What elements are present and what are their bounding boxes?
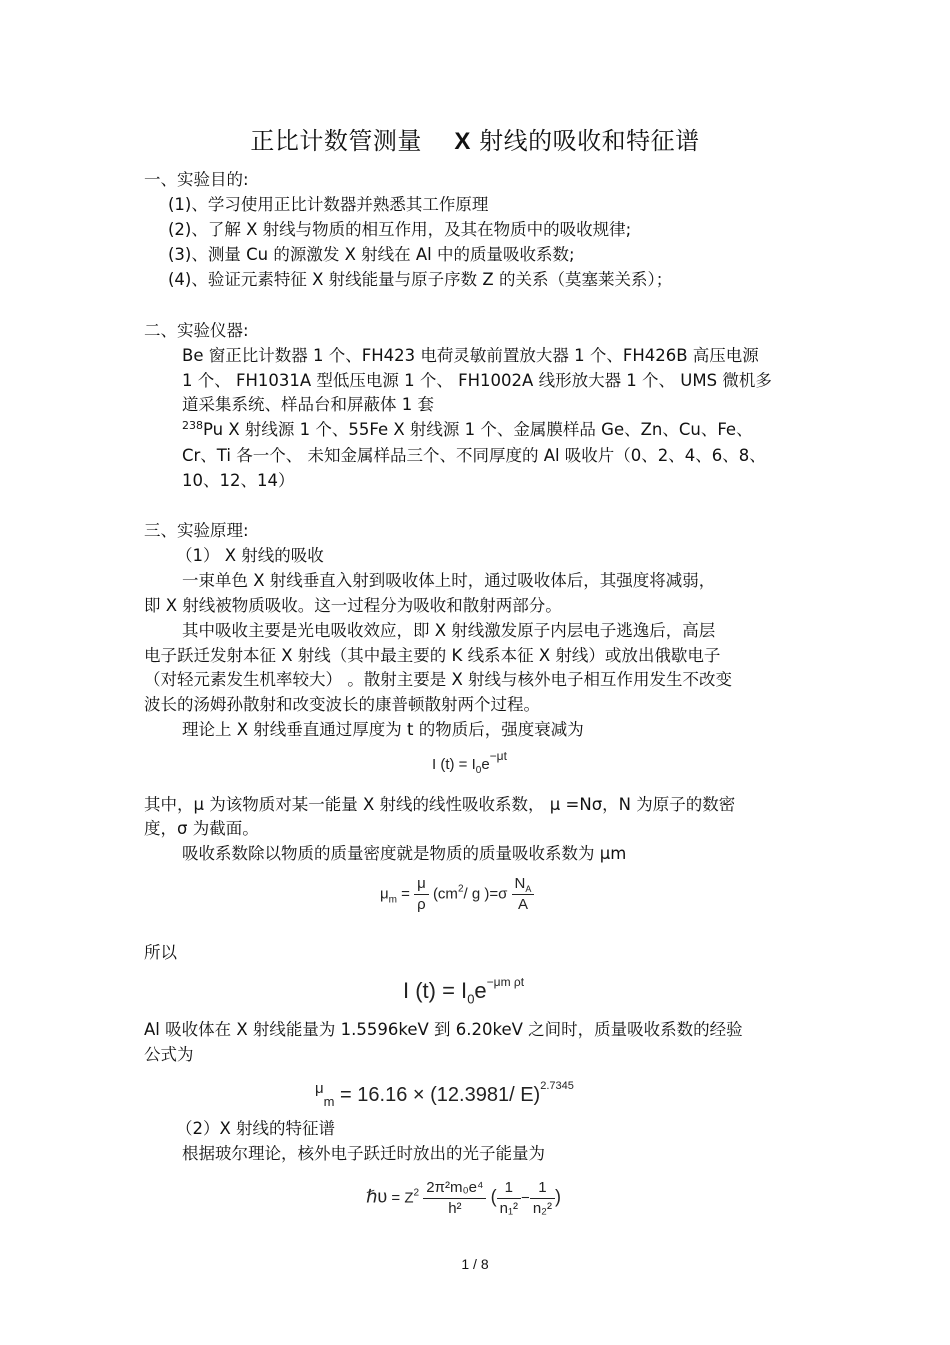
para4-line-2: 度，σ 为截面。 [144, 819, 259, 838]
title-part-3: 射线的吸收和特征谱 [479, 127, 700, 155]
equation-mass-absorption [380, 874, 534, 915]
eq5-z-sup: 2 [413, 1187, 420, 1199]
para2-line-1: 其中吸收主要是光电吸收效应，即 X 射线激发原子内层电子逃逸后，高层 [182, 621, 716, 640]
para2-line-4: 波长的汤姆孙散射和改变波长的康普顿散射两个过程。 [144, 695, 540, 714]
equipment-line-4-text: Pu X 射线源 1 个、55Fe X 射线源 1 个、金属膜样品 Ge、Zn、Cu、Fe、 [203, 420, 753, 439]
para1-line-1: 一束单色 X 射线垂直入射到吸收体上时，通过吸收体后，其强度将减弱， [182, 571, 716, 590]
para7-line-2: 公式为 [144, 1045, 194, 1064]
eq5-equals: = Z [387, 1189, 414, 1207]
eq2-na-sub: A [525, 884, 532, 894]
eq5-close-paren: ) [554, 1186, 561, 1207]
eq5-term-1-num: 1 [497, 1178, 521, 1199]
eq1-base: e [481, 756, 490, 773]
equation-empirical [315, 1074, 574, 1110]
eq5-open-paren: ( [490, 1186, 497, 1207]
eq2-unit-open: (cm [432, 885, 458, 903]
equation-mass-attenuation [403, 976, 524, 1006]
eq2-mu-sub: m [388, 894, 397, 906]
eq1-sub: 0 [475, 765, 482, 776]
eq5-term-2-num: 1 [530, 1178, 555, 1199]
equation-attenuation [432, 749, 507, 778]
eq3-lhs: I (t) = I [403, 978, 468, 1003]
eq4-exp: 2.7345 [540, 1080, 574, 1092]
section-1-heading: 一、实验目的: [144, 170, 249, 189]
eq2-mu: μ [380, 885, 389, 903]
eq5-lhs: ℏυ [366, 1186, 388, 1207]
eq2-numerator: μ [414, 874, 429, 895]
eq4-mu: μ [315, 1080, 324, 1097]
eq5-term-2 [530, 1178, 555, 1219]
equipment-line-4 [182, 418, 753, 443]
title-part-2: X [454, 128, 471, 155]
eq3-exp: −μm ρt [486, 975, 525, 989]
para6: 所以 [144, 943, 177, 962]
equipment-line-2: 1 个、 FH1031A 型低压电源 1 个、 FH1002A 线形放大器 1 个、 UMS 微机多 [182, 371, 772, 390]
eq3-sub: 0 [467, 991, 475, 1007]
objective-4: (4)、验证元素特征 X 射线能量与原子序数 Z 的关系（莫塞莱关系）； [168, 270, 673, 289]
eq1-exp: −μt [489, 749, 507, 763]
eq2-avogadro-fraction [512, 874, 535, 915]
para1-line-2: 即 X 射线被物质吸收。这一过程分为吸收和散射两部分。 [144, 596, 562, 615]
para5: 吸收系数除以物质的质量密度就是物质的质量吸收系数为 μm [182, 844, 627, 863]
eq5-term-2-den: n₂² [532, 1200, 552, 1217]
equipment-line-6: 10、12、14） [182, 471, 295, 490]
para3: 理论上 X 射线垂直通过厚度为 t 的物质后，强度衰减为 [182, 720, 584, 739]
eq2-na-letter: N [514, 875, 526, 892]
para8: 根据玻尔理论，核外电子跃迁时放出的光子能量为 [182, 1144, 545, 1163]
eq5-denominator: h² [448, 1200, 462, 1217]
eq2-sigma: =σ [489, 885, 508, 903]
page-title [0, 124, 950, 159]
section-2-heading: 二、实验仪器: [144, 321, 249, 340]
eq2-na [512, 874, 535, 895]
para2-line-3: （对轻元素发生机率较大） 。散射主要是 X 射线与核外电子相互作用发生不改变 [144, 670, 733, 689]
eq1-lhs: I (t) = I [432, 756, 476, 773]
eq2-denominator: ρ [417, 896, 426, 913]
subsection-absorption: （1） X 射线的吸收 [176, 546, 324, 565]
equipment-line-1: Be 窗正比计数器 1 个、FH423 电荷灵敏前置放大器 1 个、FH426B 高压电源 [182, 346, 759, 365]
eq5-numerator: 2π²m₀e⁴ [423, 1178, 486, 1199]
eq2-equals: = [401, 885, 410, 903]
eq5-fraction [423, 1178, 486, 1219]
isotope-superscript: 238 [182, 419, 203, 432]
section-3-heading: 三、实验原理: [144, 521, 249, 540]
eq4-sub: m [323, 1094, 335, 1109]
eq5-term-1 [497, 1178, 521, 1219]
eq2-unit-close: / g ) [463, 885, 490, 903]
equation-bohr [366, 1178, 561, 1219]
subsection-characteristic: （2）X 射线的特征谱 [176, 1119, 336, 1138]
objective-1: (1)、学习使用正比计数器并熟悉其工作原理 [168, 195, 489, 214]
page-number: 1 / 8 [461, 1256, 489, 1272]
objective-2: (2)、了解 X 射线与物质的相互作用，及其在物质中的吸收规律; [168, 220, 632, 239]
title-part-1: 正比计数管测量 [250, 127, 422, 155]
para2-line-2: 电子跃迁发射本征 X 射线（其中最主要的 K 线系本征 X 射线）或放出俄歇电子 [144, 646, 721, 665]
eq2-a: A [517, 896, 528, 913]
equipment-line-5: Cr、Ti 各一个、 未知金属样品三个、不同厚度的 Al 吸收片（0、2、4、6、8、 [182, 446, 766, 465]
eq5-term-1-den: n₁² [499, 1200, 519, 1217]
eq2-fraction [414, 874, 429, 915]
para4-line-1: 其中，μ 为该物质对某一能量 X 射线的线性吸收系数， μ =Nσ，N 为原子的数密 [144, 795, 736, 814]
eq2-unit-sup: 2 [457, 883, 464, 895]
eq4-rhs: = 16.16 × (12.3981/ E) [334, 1084, 541, 1106]
objective-3: (3)、测量 Cu 的源激发 X 射线在 Al 中的质量吸收系数; [168, 245, 575, 264]
eq3-base: e [474, 978, 487, 1003]
para7-line-1: Al 吸收体在 X 射线能量为 1.5596keV 到 6.20keV 之间时，质量吸收系数的经验 [144, 1020, 743, 1039]
equipment-line-3: 道采集系统、样品台和屏蔽体 1 套 [182, 395, 434, 414]
eq5-minus: − [521, 1189, 530, 1207]
